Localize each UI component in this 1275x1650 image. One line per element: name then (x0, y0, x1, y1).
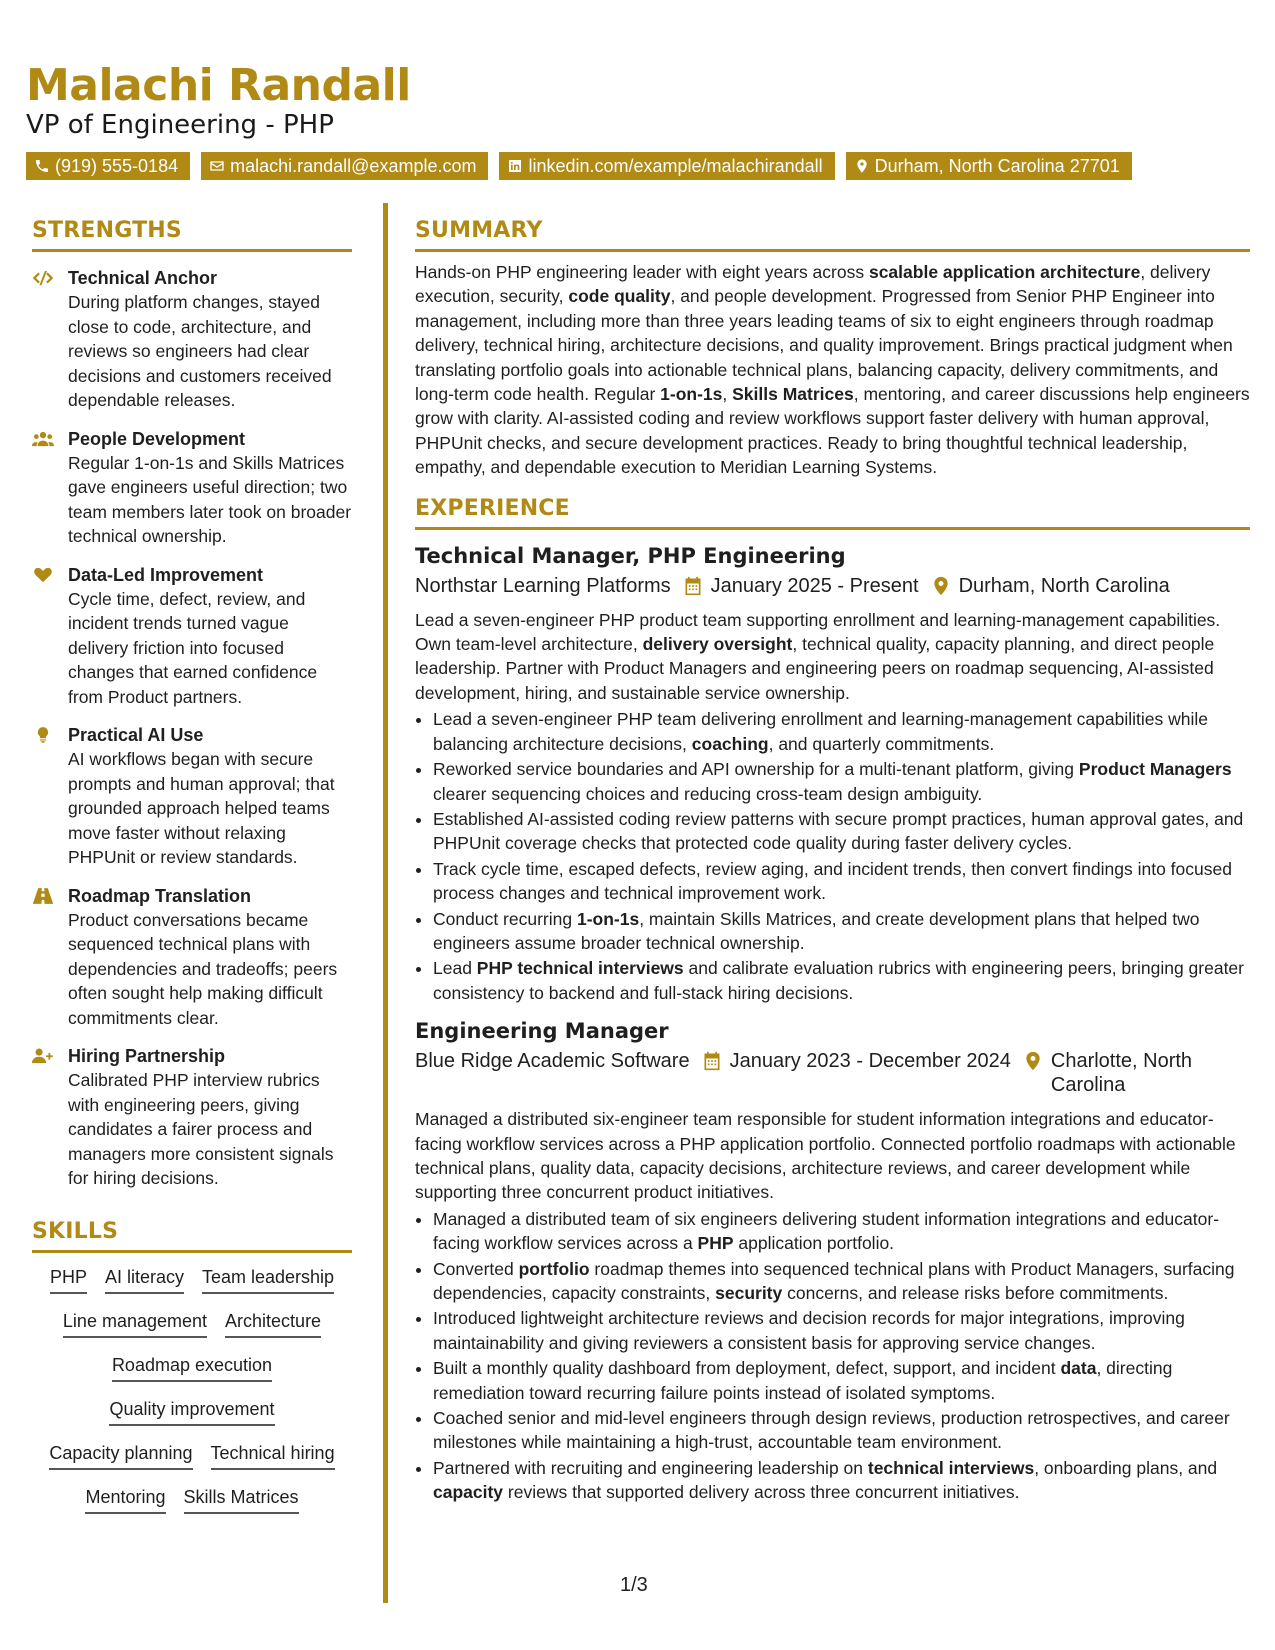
job-bullet: • Track cycle time, escaped defects, review aging, and incident trends, then convert findings into focused process changes and technical improvement work. (433, 857, 1250, 906)
code-icon (32, 269, 54, 287)
lightbulb-icon (32, 726, 54, 744)
calendar-icon (702, 1051, 722, 1071)
job-dates-text: January 2023 - December 2024 (729, 1050, 1011, 1073)
contact-phone-text: (919) 555-0184 (55, 156, 179, 176)
experience-heading: EXPERIENCE (415, 496, 1250, 530)
job-meta (415, 574, 1250, 598)
strength-item (32, 266, 352, 413)
strength-description: Cycle time, defect, review, and incident trends turned vague delivery friction into focused changes that earned confidence from Product partners. (68, 588, 318, 707)
left-column (32, 218, 352, 1514)
road-icon (32, 887, 54, 905)
user-plus-icon (32, 1047, 54, 1065)
contact-phone[interactable] (26, 152, 190, 180)
job-dates-text: January 2025 - Present (710, 574, 919, 597)
contact-linkedin-text: linkedin.com/example/malachirandall (528, 156, 823, 176)
job-bullet: • Coached senior and mid-level engineers through design reviews, production retrospectives, and career milestones while maintaining a high-trust, accountable team environment. (433, 1406, 1250, 1455)
strength-title: Technical Anchor (68, 268, 218, 288)
job-summary: Managed a distributed six-engineer team responsible for student information integrations and educator-facing workflow services across a PHP application portfolio. Connected portfolio roadmaps with actionable technical plans, quality data, capacity decisions, architecture reviews, and career development while supporting three concurrent product initiatives. (415, 1109, 1236, 1203)
job-entry (415, 1017, 1250, 1505)
job-bullet: • Built a monthly quality dashboard from deployment, defect, support, and incident data, directing remediation toward recurring failure points instead of isolated symptoms. (433, 1356, 1250, 1405)
strength-description: Regular 1-on-1s and Skills Matrices gave engineers useful direction; two team members later took on broader technical ownership. (68, 452, 352, 546)
linkedin-icon (507, 158, 523, 174)
contact-location (846, 152, 1132, 180)
strength-title: Data-Led Improvement (68, 564, 264, 585)
candidate-title: VP of Engineering - PHP (26, 110, 334, 140)
job-dates (683, 574, 919, 598)
strength-item (32, 1044, 352, 1191)
users-icon (32, 430, 54, 448)
job-location (1023, 1049, 1221, 1097)
job-bullet: • Reworked service boundaries and API ownership for a multi-tenant platform, giving Product Managers clearer sequencing choices and reducing cross-team design ambiguity. (433, 757, 1250, 806)
skill-tag: PHP (50, 1265, 87, 1294)
map-pin-icon (1023, 1051, 1043, 1071)
contact-email-text: malachi.randall@example.com (230, 156, 477, 176)
job-location-text: Charlotte, North Carolina (1050, 1050, 1193, 1097)
job-company: Blue Ridge Academic Software (415, 1050, 690, 1073)
skill-tag: Team leadership (202, 1265, 334, 1294)
job-bullets (415, 707, 1250, 1005)
job-bullet: • Converted portfolio roadmap themes into sequenced technical plans with Product Managers, surfacing dependencies, capacity constraints, security concerns, and release risks before commitments. (433, 1257, 1250, 1306)
contact-linkedin[interactable] (499, 152, 834, 180)
skill-tag: Technical hiring (211, 1441, 335, 1470)
job-bullet: • Lead a seven-engineer PHP team delivering enrollment and learning-management capabilities while balancing architecture decisions, coaching, and quarterly commitments. (433, 707, 1250, 756)
strength-description: Product conversations became sequenced technical plans with dependencies and tradeoffs; peers often sought help making difficult commitments clear. (68, 909, 338, 1028)
candidate-name: Malachi Randall (26, 60, 411, 111)
job-bullet: • Introduced lightweight architecture reviews and decision records for major integrations, improving maintainability and giving reviewers a consistent basis for approving service changes. (433, 1306, 1250, 1355)
strength-description: AI workflows began with secure prompts and human approval; that grounded approach helped teams move faster without relaxing PHPUnit or review standards. (68, 749, 335, 867)
column-divider (383, 203, 388, 1603)
strength-item (32, 884, 352, 1031)
summary-heading: SUMMARY (415, 218, 1250, 252)
heart-icon (32, 566, 54, 584)
skills-heading: SKILLS (32, 1219, 352, 1253)
strength-title: Hiring Partnership (68, 1046, 226, 1066)
strength-item (32, 427, 352, 549)
skill-tag: Line management (63, 1309, 207, 1338)
job-location (931, 574, 1170, 598)
map-pin-icon (854, 158, 870, 174)
skills-list (32, 1265, 352, 1514)
job-bullets (415, 1207, 1250, 1505)
strengths-heading: STRENGTHS (32, 218, 352, 252)
strength-title: Roadmap Translation (68, 885, 252, 906)
skill-tag: Capacity planning (49, 1441, 192, 1470)
job-title: Engineering Manager (415, 1019, 669, 1044)
contact-location-text: Durham, North Carolina 27701 (874, 156, 1120, 176)
strength-item (32, 723, 352, 870)
job-bullet: • Conduct recurring 1-on-1s, maintain Skills Matrices, and create development plans that helped two engineers assume broader technical ownership. (433, 907, 1250, 956)
contact-email[interactable] (201, 152, 488, 180)
job-company: Northstar Learning Platforms (415, 574, 671, 597)
skill-tag: AI literacy (105, 1265, 184, 1294)
strength-title: Practical AI Use (68, 725, 204, 745)
right-column (415, 218, 1250, 1506)
contact-bar (26, 152, 1132, 180)
job-bullet: • Partnered with recruiting and engineering leadership on technical interviews, onboarding plans, and capacity reviews that supported delivery across three concurrent initiatives. (433, 1456, 1250, 1505)
page-number: 1/3 (620, 1574, 648, 1596)
job-bullet: • Managed a distributed team of six engineers delivering student information integrations and educator-facing workflow services across a PHP application portfolio. (433, 1207, 1250, 1256)
skill-tag: Quality improvement (109, 1397, 274, 1426)
envelope-icon (209, 158, 225, 174)
job-meta (415, 1049, 1250, 1097)
map-pin-icon (931, 576, 951, 596)
job-entry (415, 542, 1250, 1006)
skill-tag: Mentoring (85, 1485, 165, 1514)
job-bullet: • Established AI-assisted coding review patterns with secure prompt practices, human approval gates, and PHPUnit coverage checks that protected code quality during faster delivery cycles. (433, 807, 1250, 856)
job-dates (702, 1049, 1011, 1073)
job-summary: Lead a seven-engineer PHP product team supporting enrollment and learning-management capabilities. Own team-level architecture, delivery oversight, technical quality, capacity planning, and direct people leadership. Partner with Product Managers and engineering peers on roadmap sequencing, AI-assisted development, hiring, and sustainable service ownership. (415, 609, 1221, 703)
skill-tag: Architecture (225, 1309, 321, 1338)
job-location-text: Durham, North Carolina (958, 574, 1170, 597)
strength-title: People Development (68, 428, 246, 449)
skill-tag: Roadmap execution (112, 1353, 272, 1382)
job-title: Technical Manager, PHP Engineering (415, 543, 846, 568)
skill-tag: Skills Matrices (184, 1485, 299, 1514)
job-bullet: • Lead PHP technical interviews and calibrate evaluation rubrics with engineering peers, bringing greater consistency to backend and full-stack hiring decisions. (433, 956, 1250, 1005)
phone-icon (34, 158, 50, 174)
strength-item (32, 563, 352, 710)
strength-description: Calibrated PHP interview rubrics with engineering peers, giving candidates a fairer process and managers more consistent signals for hiring decisions. (68, 1070, 334, 1188)
summary-text: Hands-on PHP engineering leader with eight years across scalable application architecture, delivery execution, security, code quality, and people development. Progressed from Senior PHP Engineer into management, including more than three years leading teams of six to eight engineers through roadmap delivery, technical hiring, architecture decisions, and quality improvement. Brings practical judgment when translating portfolio goals into actionable technical plans, balancing capacity, delivery commitments, and long-term code health. Regular 1-on-1s, Skills Matrices, mentoring, and career discussions help engineers grow with clarity. AI-assisted coding and review workflows support faster delivery with human approval, PHPUnit checks, and secure development practices. Ready to bring thoughtful technical leadership, empathy, and dependable execution to Meridian Learning Systems. (415, 262, 1250, 478)
calendar-icon (683, 576, 703, 596)
strength-description: During platform changes, stayed close to code, architecture, and reviews so engineers had clear decisions and customers received dependable releases. (68, 292, 332, 410)
